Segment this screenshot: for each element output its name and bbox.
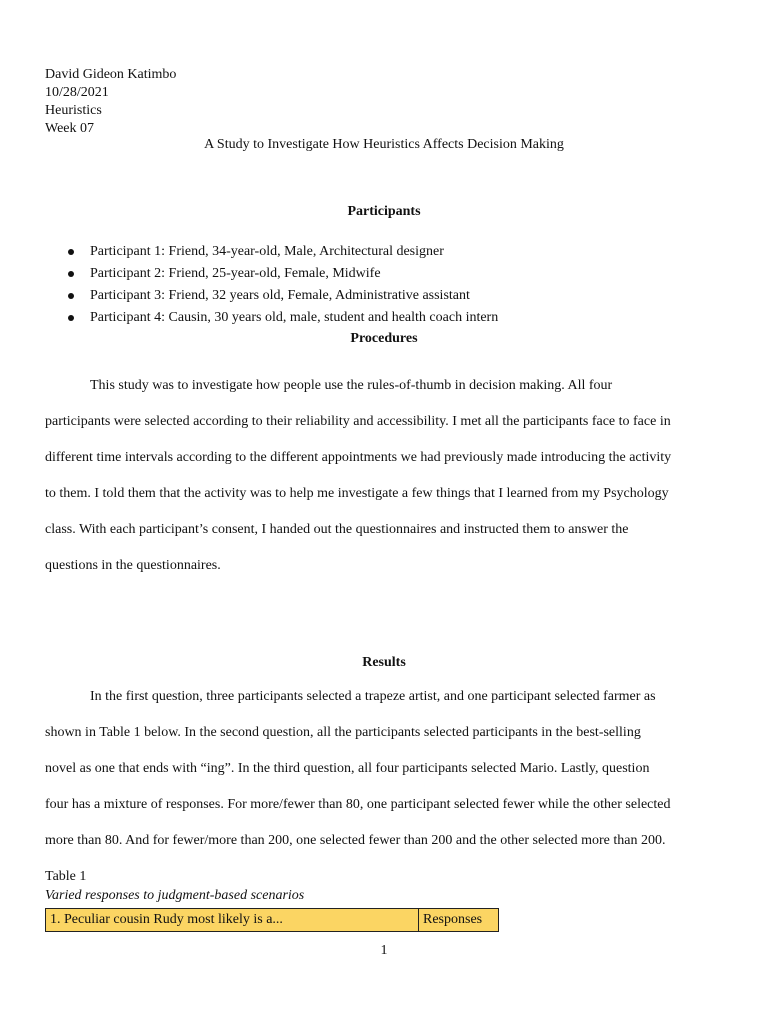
- paragraph-line: shown in Table 1 below. In the second question, all the participants selected participants in the best-selling: [45, 725, 641, 740]
- document-title: A Study to Investigate How Heuristics Affects Decision Making: [204, 137, 564, 152]
- bullet-icon: [68, 271, 74, 277]
- procedures-paragraph: [45, 377, 721, 593]
- paragraph-line: participants were selected according to their reliability and accessibility. I met all the participants face to face in: [45, 414, 671, 429]
- paragraph-line: class. With each participant’s consent, I handed out the questionnaires and instructed them to answer the: [45, 522, 629, 537]
- document-date: 10/28/2021: [45, 85, 109, 100]
- list-item: [68, 287, 498, 309]
- participants-heading: Participants: [347, 204, 421, 219]
- paragraph-line: This study was to investigate how people use the rules-of-thumb in decision making. All four: [90, 378, 613, 393]
- paragraph-line: In the first question, three participants selected a trapeze artist, and one participant selected farmer as: [90, 689, 656, 704]
- document-header: [45, 66, 176, 138]
- participants-list: [68, 243, 498, 331]
- paragraph-line: to them. I told them that the activity was to help me investigate a few things that I learned from my Psychology: [45, 486, 669, 501]
- bullet-icon: [68, 315, 74, 321]
- results-paragraph: [45, 688, 721, 868]
- paragraph-line: different time intervals according to the different appointments we had previously made introducing the activity: [45, 450, 672, 465]
- author-name: David Gideon Katimbo: [45, 67, 177, 82]
- responses-table: [45, 908, 499, 932]
- bullet-icon: [68, 249, 74, 255]
- week-label: Week 07: [45, 121, 95, 136]
- paragraph-line: novel as one that ends with “ing”. In the third question, all four participants selected Mario. Lastly, question: [45, 761, 650, 776]
- participant-text: Participant 4: Causin, 30 years old, male, student and health coach intern: [90, 310, 499, 325]
- list-item: [68, 309, 498, 331]
- list-item: [68, 265, 498, 287]
- paragraph-line: questions in the questionnaires.: [45, 558, 221, 573]
- list-item: [68, 243, 498, 265]
- table-label: Table 1: [45, 869, 87, 884]
- paragraph-line: four has a mixture of responses. For more/fewer than 80, one participant selected fewer while the other selected: [45, 797, 671, 812]
- participant-text: Participant 1: Friend, 34-year-old, Male, Architectural designer: [90, 244, 444, 259]
- paragraph-line: more than 80. And for fewer/more than 200, one selected fewer than 200 and the other selected more than 200.: [45, 833, 666, 848]
- results-heading: Results: [362, 655, 406, 670]
- course-name: Heuristics: [45, 103, 102, 118]
- table-caption: Varied responses to judgment-based scenarios: [45, 888, 305, 903]
- table-header-row: [46, 909, 499, 932]
- table-header-cell: 1. Peculiar cousin Rudy most likely is a...: [46, 909, 419, 932]
- procedures-heading: Procedures: [350, 331, 418, 346]
- bullet-icon: [68, 293, 74, 299]
- page-number: 1: [380, 943, 388, 958]
- participant-text: Participant 2: Friend, 25-year-old, Female, Midwife: [90, 266, 381, 281]
- participant-text: Participant 3: Friend, 32 years old, Female, Administrative assistant: [90, 288, 470, 303]
- table-header-cell: Responses: [419, 909, 499, 932]
